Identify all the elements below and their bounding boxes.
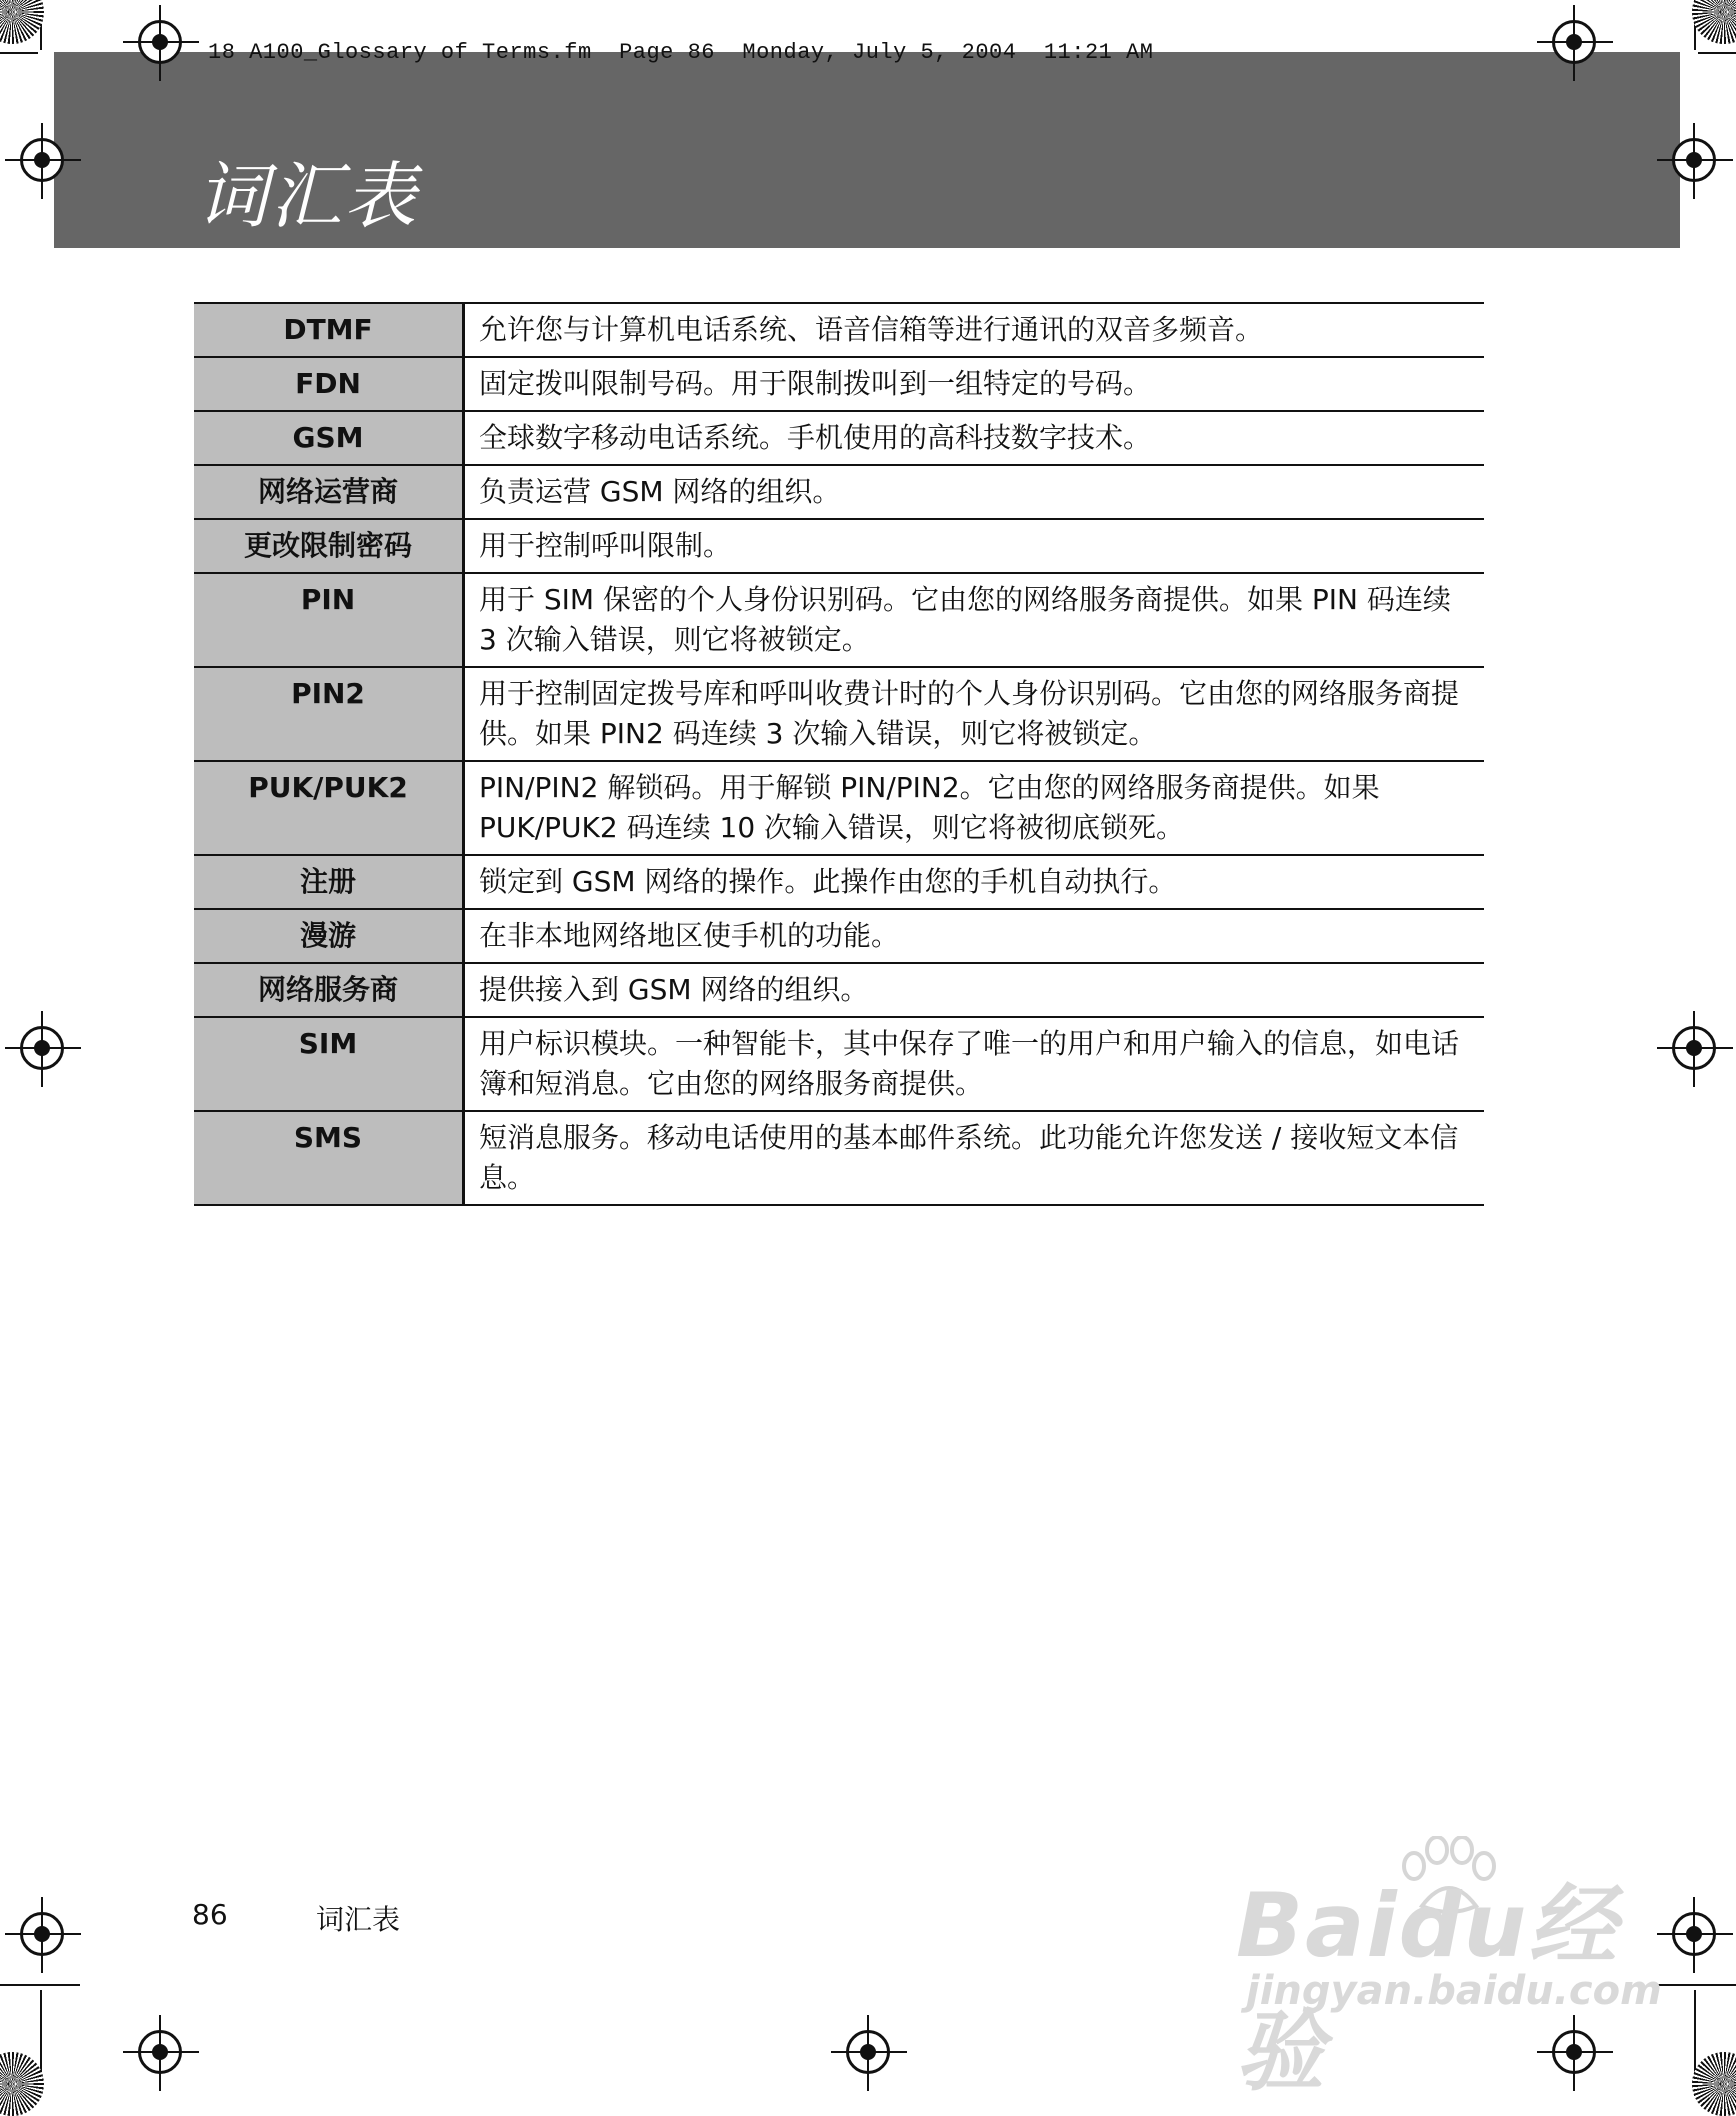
page-title: 词汇表 (196, 154, 419, 238)
glossary-table (194, 302, 1484, 1206)
watermark-url: jingyan.baidu.com (1246, 1968, 1662, 2014)
registration-mark-icon (138, 20, 182, 64)
registration-mark-icon (1672, 1026, 1716, 1070)
glossary-row (194, 667, 1484, 761)
color-target-icon (1692, 0, 1736, 44)
color-target-icon (0, 0, 44, 44)
registration-mark-icon (1552, 20, 1596, 64)
glossary-term: PIN (194, 573, 464, 667)
glossary-definition: PIN/PIN2 解锁码。用于解锁 PIN/PIN2。它由您的网络服务商提供。如果 PUK/PUK2 码连续 10 次输入错误，则它将被彻底锁死。 (464, 761, 1485, 855)
footer-section-title: 词汇表 (316, 1903, 401, 1936)
registration-mark-icon (138, 2030, 182, 2074)
glossary-definition: 允许您与计算机电话系统、语音信箱等进行通讯的双音多频音。 (464, 303, 1485, 357)
glossary-row (194, 573, 1484, 667)
registration-mark-icon (1672, 138, 1716, 182)
glossary-definition: 负责运营 GSM 网络的组织。 (464, 465, 1485, 519)
glossary-term: DTMF (194, 303, 464, 357)
glossary-definition: 提供接入到 GSM 网络的组织。 (464, 963, 1485, 1017)
glossary-term: GSM (194, 411, 464, 465)
glossary-row (194, 1111, 1484, 1205)
glossary-term: PIN2 (194, 667, 464, 761)
page-number: 86 (192, 1898, 228, 1931)
glossary-term: SMS (194, 1111, 464, 1205)
glossary-row (194, 465, 1484, 519)
glossary-definition: 在非本地网络地区使手机的功能。 (464, 909, 1485, 963)
glossary-term: 注册 (194, 855, 464, 909)
glossary-term: 更改限制密码 (194, 519, 464, 573)
watermark (1232, 1836, 1662, 2103)
glossary-row (194, 909, 1484, 963)
glossary-term: FDN (194, 357, 464, 411)
glossary-definition: 用于 SIM 保密的个人身份识别码。它由您的网络服务商提供。如果 PIN 码连续 3 次输入错误，则它将被锁定。 (464, 573, 1485, 667)
glossary-definition: 用户标识模块。一种智能卡，其中保存了唯一的用户和用户输入的信息，如电话簿和短消息。它由您的网络服务商提供。 (464, 1017, 1485, 1111)
glossary-term: 网络运营商 (194, 465, 464, 519)
glossary-row (194, 963, 1484, 1017)
glossary-term: 漫游 (194, 909, 464, 963)
glossary-definition: 短消息服务。移动电话使用的基本邮件系统。此功能允许您发送 / 接收短文本信息。 (464, 1111, 1485, 1205)
crop-mark (1656, 1984, 1736, 1986)
glossary-definition: 固定拨叫限制号码。用于限制拨叫到一组特定的号码。 (464, 357, 1485, 411)
registration-mark-icon (846, 2030, 890, 2074)
color-target-icon (1692, 2052, 1736, 2116)
crop-mark (0, 1984, 80, 1986)
registration-mark-icon (1672, 1912, 1716, 1956)
watermark-logo: Baidu经验 (1236, 1874, 1619, 2103)
registration-mark-icon (20, 1026, 64, 1070)
glossary-row (194, 357, 1484, 411)
glossary-definition: 全球数字移动电话系统。手机使用的高科技数字技术。 (464, 411, 1485, 465)
glossary-row (194, 303, 1484, 357)
color-target-icon (0, 2052, 44, 2116)
crop-mark (0, 52, 38, 54)
glossary-term: PUK/PUK2 (194, 761, 464, 855)
print-slug: 18 A100_Glossary of Terms.fm Page 86 Monday, July 5, 2004 11:21 AM (208, 40, 1154, 65)
glossary-definition: 用于控制呼叫限制。 (464, 519, 1485, 573)
glossary-term: SIM (194, 1017, 464, 1111)
glossary-definition: 用于控制固定拨号库和呼叫收费计时的个人身份识别码。它由您的网络服务商提供。如果 PIN2 码连续 3 次输入错误，则它将被锁定。 (464, 667, 1485, 761)
glossary-row (194, 519, 1484, 573)
glossary-definition: 锁定到 GSM 网络的操作。此操作由您的手机自动执行。 (464, 855, 1485, 909)
glossary-row (194, 761, 1484, 855)
registration-mark-icon (20, 138, 64, 182)
glossary-row (194, 1017, 1484, 1111)
glossary-row (194, 411, 1484, 465)
glossary-term: 网络服务商 (194, 963, 464, 1017)
registration-mark-icon (20, 1912, 64, 1956)
crop-mark (1698, 52, 1736, 54)
glossary-row (194, 855, 1484, 909)
